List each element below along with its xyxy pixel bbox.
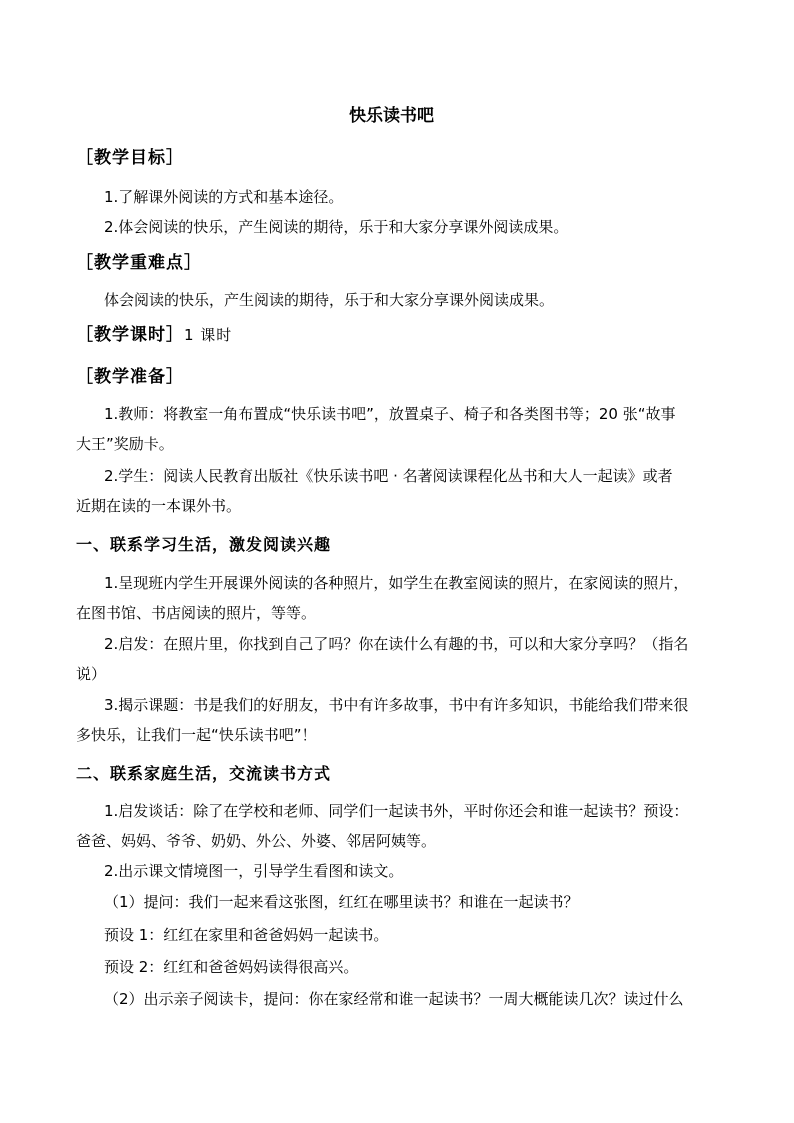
section2-line: 预设 2：红红和爸爸妈妈读得很高兴。 [104,958,359,976]
section1-header: 一、联系学习生活，激发阅读兴趣 [76,535,332,554]
objectives-header: ［教学目标］ [76,148,184,168]
section2-line: 爸爸、妈妈、爷爷、奶奶、外公、外婆、邻居阿姨等。 [76,832,437,850]
key-points-text: 体会阅读的快乐，产生阅读的期待，乐于和大家分享课外阅读成果。 [104,291,555,309]
hours-header: ［教学课时］ [76,325,184,345]
section2-header: 二、联系家庭生活，交流读书方式 [76,764,332,783]
page-title: 快乐读书吧 [349,106,434,126]
prep-item: 2.学生：阅读人民教育出版社《快乐读书吧 · 名著阅读课程化丛书和大人一起读》或者 [104,467,673,485]
section2-line: （1）提问：我们一起来看这张图，红红在哪里读书？和谁在一起读书？ [104,893,579,911]
key-points-header: ［教学重难点］ [76,253,202,273]
section1-line: 1.呈现班内学生开展课外阅读的各种照片，如学生在教室阅读的照片，在家阅读的照片， [104,574,689,592]
prep-item-cont: 近期在读的一本课外书。 [76,497,242,515]
hours-line [76,325,232,345]
section1-line: 2.启发：在照片里，你找到自己了吗？你在读什么有趣的书，可以和大家分享吗？（指名 [104,635,689,653]
section1-line: 多快乐，让我们一起“快乐读书吧”！ [76,726,317,744]
section2-line: （2）出示亲子阅读卡，提问：你在家经常和谁一起读书？一周大概能读几次？读过什么 [104,990,684,1008]
section1-line: 3.揭示课题：书是我们的好朋友，书中有许多故事，书中有许多知识，书能给我们带来很 [104,696,689,714]
section1-line: 在图书馆、书店阅读的照片，等等。 [76,604,317,622]
section2-line: 预设 1：红红在家里和爸爸妈妈一起读书。 [104,926,389,944]
section2-line: 2.出示课文情境图一，引导学生看图和读文。 [104,862,404,880]
prep-item: 1.教师：将教室一角布置成“快乐读书吧”，放置桌子、椅子和各类图书等；20 张“故事 [104,405,676,423]
section1-line: 说） [76,665,107,683]
prep-header: ［教学准备］ [76,367,184,387]
prep-item-cont: 大王”奖励卡。 [76,435,174,453]
section2-line: 1.启发谈话：除了在学校和老师、同学们一起读书外，平时你还会和谁一起读书？预设： [104,802,689,820]
objective-item: 1.了解课外阅读的方式和基本途径。 [104,188,344,206]
objective-item: 2.体会阅读的快乐，产生阅读的期待，乐于和大家分享课外阅读成果。 [104,218,569,236]
hours-value: 1 课时 [184,326,233,344]
